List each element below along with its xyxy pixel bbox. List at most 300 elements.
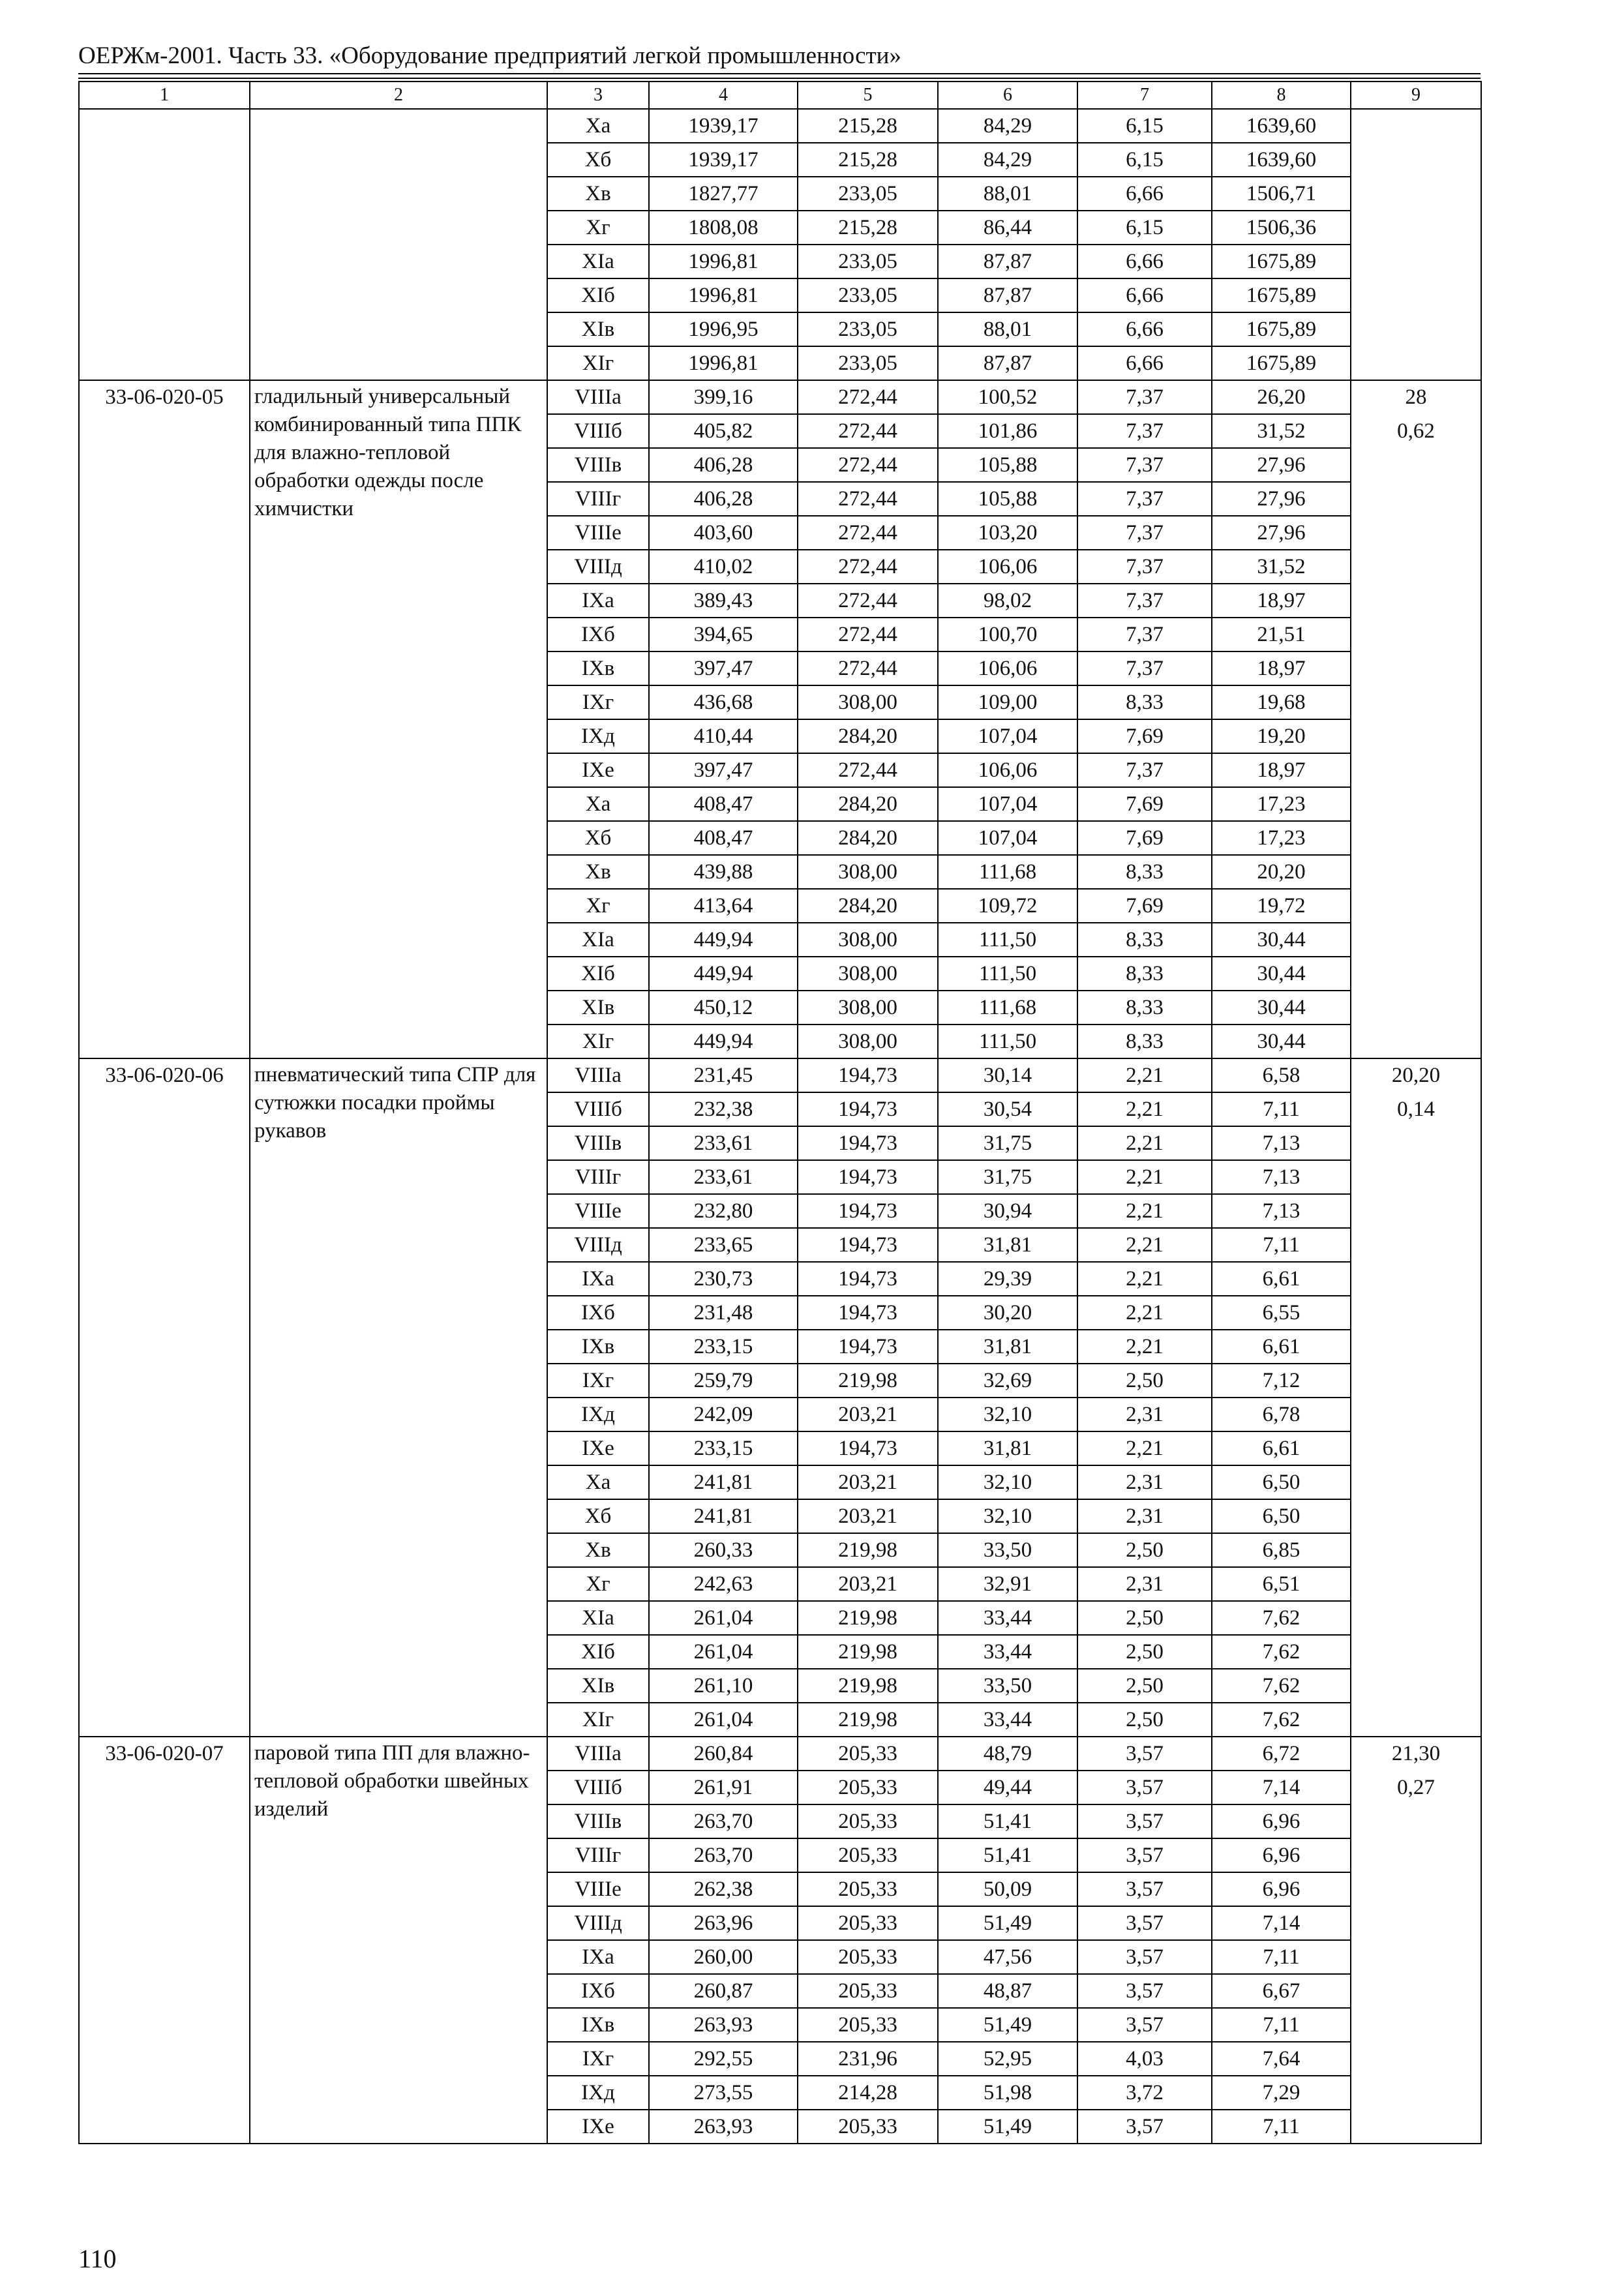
total-cost: 262,38 [649, 1872, 798, 1906]
machine-cost: 51,41 [938, 1804, 1077, 1838]
wage-cost: 233,05 [798, 177, 938, 211]
machinist-wage: 6,66 [1077, 177, 1212, 211]
machine-cost: 30,94 [938, 1194, 1077, 1228]
resource-class: Xг [547, 211, 649, 245]
wage-cost: 205,33 [798, 1838, 938, 1872]
machine-cost: 32,10 [938, 1465, 1077, 1499]
total-cost: 450,12 [649, 991, 798, 1025]
machine-cost: 98,02 [938, 584, 1077, 618]
material-cost: 19,68 [1212, 685, 1351, 719]
machine-cost: 32,91 [938, 1567, 1077, 1601]
labor-hours [1351, 110, 1481, 143]
column-number: 6 [938, 82, 1077, 109]
machinist-wage: 7,69 [1077, 719, 1212, 753]
machine-cost: 33,44 [938, 1703, 1077, 1737]
machine-cost: 109,00 [938, 685, 1077, 719]
machine-cost: 109,72 [938, 889, 1077, 923]
wage-cost: 308,00 [798, 923, 938, 957]
resource-class: Xб [547, 821, 649, 855]
total-cost: 261,91 [649, 1771, 798, 1804]
material-cost: 1639,60 [1212, 143, 1351, 177]
wage-cost: 205,33 [798, 1974, 938, 2008]
machine-cost: 31,81 [938, 1330, 1077, 1364]
resource-class: VIIIб [547, 1092, 649, 1126]
wage-cost: 272,44 [798, 584, 938, 618]
total-cost: 233,15 [649, 1330, 798, 1364]
material-cost: 1506,71 [1212, 177, 1351, 211]
wage-cost: 219,98 [798, 1364, 938, 1398]
machinist-wage: 2,21 [1077, 1228, 1212, 1262]
material-cost: 19,20 [1212, 719, 1351, 753]
wage-cost: 284,20 [798, 787, 938, 821]
material-cost: 17,23 [1212, 821, 1351, 855]
total-cost: 394,65 [649, 618, 798, 651]
wage-cost: 205,33 [798, 1872, 938, 1906]
labor-and-mass-cell [1351, 380, 1481, 1058]
rates-table [78, 81, 1482, 2144]
machine-cost: 31,81 [938, 1431, 1077, 1465]
material-cost: 6,61 [1212, 1431, 1351, 1465]
machine-cost: 100,52 [938, 380, 1077, 414]
machine-cost: 111,50 [938, 923, 1077, 957]
material-cost: 6,51 [1212, 1567, 1351, 1601]
resource-class: XIв [547, 1669, 649, 1703]
wage-cost: 194,73 [798, 1228, 938, 1262]
machine-cost: 51,49 [938, 2008, 1077, 2042]
material-cost: 7,11 [1212, 1940, 1351, 1974]
machine-cost: 107,04 [938, 821, 1077, 855]
material-cost: 1675,89 [1212, 245, 1351, 278]
machinist-wage: 2,50 [1077, 1533, 1212, 1567]
total-cost: 449,94 [649, 1025, 798, 1058]
resource-class: Xг [547, 1567, 649, 1601]
wage-cost: 219,98 [798, 1533, 938, 1567]
machinist-wage: 7,37 [1077, 448, 1212, 482]
resource-class: IXa [547, 1262, 649, 1296]
total-cost: 233,61 [649, 1160, 798, 1194]
wage-cost: 215,28 [798, 109, 938, 143]
wage-cost: 219,98 [798, 1601, 938, 1635]
total-cost: 233,65 [649, 1228, 798, 1262]
rate-code: 33-06-020-05 [79, 380, 250, 1058]
wage-cost: 272,44 [798, 448, 938, 482]
material-cost: 6,61 [1212, 1330, 1351, 1364]
resource-class: IXд [547, 719, 649, 753]
material-cost: 7,11 [1212, 1092, 1351, 1126]
machine-cost: 33,44 [938, 1601, 1077, 1635]
wage-cost: 284,20 [798, 719, 938, 753]
machine-cost: 107,04 [938, 719, 1077, 753]
total-cost: 263,70 [649, 1838, 798, 1872]
machinist-wage: 3,57 [1077, 2008, 1212, 2042]
material-cost: 26,20 [1212, 380, 1351, 414]
total-cost: 263,93 [649, 2110, 798, 2144]
machine-cost: 111,68 [938, 855, 1077, 889]
machine-cost: 49,44 [938, 1771, 1077, 1804]
wage-cost: 219,98 [798, 1703, 938, 1737]
wage-cost: 272,44 [798, 618, 938, 651]
equipment-mass [1351, 143, 1481, 177]
machinist-wage: 8,33 [1077, 685, 1212, 719]
resource-class: IXe [547, 753, 649, 787]
machine-cost: 106,06 [938, 550, 1077, 584]
resource-class: VIIIв [547, 1804, 649, 1838]
total-cost: 1996,95 [649, 312, 798, 346]
material-cost: 1675,89 [1212, 278, 1351, 312]
machine-cost: 87,87 [938, 278, 1077, 312]
equipment-mass: 0,14 [1397, 1098, 1435, 1121]
equipment-name: паровой типа ПП для влажно-тепловой обработки швейных изделий [250, 1737, 547, 2144]
machine-cost: 111,50 [938, 957, 1077, 991]
material-cost: 7,62 [1212, 1703, 1351, 1737]
wage-cost: 272,44 [798, 550, 938, 584]
resource-class: XIв [547, 991, 649, 1025]
wage-cost: 215,28 [798, 143, 938, 177]
total-cost: 1996,81 [649, 278, 798, 312]
resource-class: IXв [547, 2008, 649, 2042]
machinist-wage: 7,69 [1077, 787, 1212, 821]
total-cost: 260,84 [649, 1737, 798, 1771]
machinist-wage: 2,21 [1077, 1194, 1212, 1228]
total-cost: 242,09 [649, 1398, 798, 1431]
total-cost: 439,88 [649, 855, 798, 889]
machinist-wage: 2,50 [1077, 1703, 1212, 1737]
material-cost: 6,61 [1212, 1262, 1351, 1296]
material-cost: 1675,89 [1212, 312, 1351, 346]
resource-class: XIв [547, 312, 649, 346]
wage-cost: 194,73 [798, 1160, 938, 1194]
machinist-wage: 7,37 [1077, 584, 1212, 618]
machinist-wage: 6,15 [1077, 211, 1212, 245]
resource-class: Xг [547, 889, 649, 923]
resource-class: VIIIд [547, 1228, 649, 1262]
machine-cost: 88,01 [938, 312, 1077, 346]
machine-cost: 30,20 [938, 1296, 1077, 1330]
total-cost: 405,82 [649, 414, 798, 448]
machine-cost: 86,44 [938, 211, 1077, 245]
total-cost: 413,64 [649, 889, 798, 923]
wage-cost: 205,33 [798, 2110, 938, 2144]
wage-cost: 233,05 [798, 312, 938, 346]
resource-class: IXв [547, 1330, 649, 1364]
wage-cost: 308,00 [798, 855, 938, 889]
machine-cost: 106,06 [938, 651, 1077, 685]
page-number: 110 [78, 2244, 117, 2273]
machinist-wage: 7,37 [1077, 550, 1212, 584]
material-cost: 18,97 [1212, 651, 1351, 685]
total-cost: 1996,81 [649, 245, 798, 278]
total-cost: 231,45 [649, 1058, 798, 1092]
machine-cost: 51,41 [938, 1838, 1077, 1872]
total-cost: 260,87 [649, 1974, 798, 2008]
machinist-wage: 6,66 [1077, 278, 1212, 312]
machinist-wage: 3,57 [1077, 1804, 1212, 1838]
resource-class: IXб [547, 1296, 649, 1330]
resource-class: IXд [547, 2076, 649, 2110]
rate-code: 33-06-020-06 [79, 1058, 250, 1737]
machinist-wage: 6,66 [1077, 346, 1212, 380]
machine-cost: 31,75 [938, 1160, 1077, 1194]
column-number: 3 [547, 82, 649, 109]
material-cost: 1506,36 [1212, 211, 1351, 245]
machine-cost: 51,49 [938, 2110, 1077, 2144]
column-number: 8 [1212, 82, 1351, 109]
resource-class: VIIIг [547, 1838, 649, 1872]
equipment-name: пневматический типа СПР для сутюжки посадки проймы рукавов [250, 1058, 547, 1737]
wage-cost: 194,73 [798, 1092, 938, 1126]
labor-hours: 20,20 [1391, 1064, 1441, 1087]
resource-class: Xв [547, 855, 649, 889]
wage-cost: 215,28 [798, 211, 938, 245]
resource-class: IXe [547, 2110, 649, 2144]
total-cost: 406,28 [649, 448, 798, 482]
machinist-wage: 2,21 [1077, 1160, 1212, 1194]
wage-cost: 272,44 [798, 482, 938, 516]
machinist-wage: 8,33 [1077, 991, 1212, 1025]
column-number: 9 [1351, 82, 1481, 109]
machinist-wage: 6,66 [1077, 312, 1212, 346]
machinist-wage: 7,37 [1077, 380, 1212, 414]
material-cost: 6,85 [1212, 1533, 1351, 1567]
wage-cost: 194,73 [798, 1262, 938, 1296]
wage-cost: 203,21 [798, 1567, 938, 1601]
material-cost: 1639,60 [1212, 109, 1351, 143]
machinist-wage: 6,15 [1077, 109, 1212, 143]
wage-cost: 231,96 [798, 2042, 938, 2076]
machinist-wage: 2,21 [1077, 1262, 1212, 1296]
total-cost: 399,16 [649, 380, 798, 414]
total-cost: 408,47 [649, 787, 798, 821]
wage-cost: 203,21 [798, 1398, 938, 1431]
resource-class: VIIIд [547, 550, 649, 584]
machine-cost: 111,68 [938, 991, 1077, 1025]
total-cost: 410,02 [649, 550, 798, 584]
total-cost: 259,79 [649, 1364, 798, 1398]
material-cost: 7,62 [1212, 1669, 1351, 1703]
total-cost: 261,04 [649, 1703, 798, 1737]
wage-cost: 308,00 [798, 685, 938, 719]
total-cost: 449,94 [649, 957, 798, 991]
material-cost: 18,97 [1212, 753, 1351, 787]
total-cost: 273,55 [649, 2076, 798, 2110]
machine-cost: 48,87 [938, 1974, 1077, 2008]
material-cost: 19,72 [1212, 889, 1351, 923]
resource-class: IXa [547, 1940, 649, 1974]
material-cost: 21,51 [1212, 618, 1351, 651]
machinist-wage: 7,37 [1077, 753, 1212, 787]
resource-class: XIб [547, 278, 649, 312]
total-cost: 292,55 [649, 2042, 798, 2076]
column-number: 2 [250, 82, 547, 109]
material-cost: 7,14 [1212, 1906, 1351, 1940]
resource-class: Xв [547, 177, 649, 211]
header-rule-top [78, 73, 1481, 74]
total-cost: 436,68 [649, 685, 798, 719]
column-number: 1 [79, 82, 250, 109]
machine-cost: 47,56 [938, 1940, 1077, 1974]
machine-cost: 30,14 [938, 1058, 1077, 1092]
wage-cost: 272,44 [798, 380, 938, 414]
machinist-wage: 2,21 [1077, 1431, 1212, 1465]
header-rule-bottom [78, 78, 1481, 79]
resource-class: VIIIб [547, 1771, 649, 1804]
machinist-wage: 3,57 [1077, 1974, 1212, 2008]
machinist-wage: 2,50 [1077, 1635, 1212, 1669]
resource-class: XIб [547, 1635, 649, 1669]
machinist-wage: 7,37 [1077, 414, 1212, 448]
material-cost: 27,96 [1212, 516, 1351, 550]
wage-cost: 205,33 [798, 1804, 938, 1838]
resource-class: VIIIa [547, 1737, 649, 1771]
wage-cost: 308,00 [798, 1025, 938, 1058]
column-number-row [79, 82, 1481, 109]
material-cost: 7,11 [1212, 2008, 1351, 2042]
machine-cost: 33,44 [938, 1635, 1077, 1669]
material-cost: 20,20 [1212, 855, 1351, 889]
total-cost: 233,15 [649, 1431, 798, 1465]
resource-class: VIIIe [547, 1194, 649, 1228]
total-cost: 1808,08 [649, 211, 798, 245]
total-cost: 263,96 [649, 1906, 798, 1940]
material-cost: 6,50 [1212, 1465, 1351, 1499]
machinist-wage: 2,21 [1077, 1126, 1212, 1160]
total-cost: 230,73 [649, 1262, 798, 1296]
column-number: 4 [649, 82, 798, 109]
equipment-mass: 0,62 [1397, 419, 1435, 443]
table-row [79, 109, 1481, 143]
total-cost: 397,47 [649, 651, 798, 685]
machine-cost: 30,54 [938, 1092, 1077, 1126]
resource-class: IXд [547, 1398, 649, 1431]
resource-class: IXa [547, 584, 649, 618]
machinist-wage: 2,31 [1077, 1567, 1212, 1601]
total-cost: 241,81 [649, 1465, 798, 1499]
material-cost: 30,44 [1212, 923, 1351, 957]
resource-class: XIг [547, 346, 649, 380]
wage-cost: 205,33 [798, 1771, 938, 1804]
machinist-wage: 8,33 [1077, 855, 1212, 889]
resource-class: VIIIa [547, 1058, 649, 1092]
wage-cost: 233,05 [798, 278, 938, 312]
machine-cost: 103,20 [938, 516, 1077, 550]
material-cost: 6,55 [1212, 1296, 1351, 1330]
wage-cost: 203,21 [798, 1499, 938, 1533]
table-row [79, 1737, 1481, 1771]
machine-cost: 111,50 [938, 1025, 1077, 1058]
machine-cost: 105,88 [938, 482, 1077, 516]
column-number: 7 [1077, 82, 1212, 109]
machinist-wage: 2,50 [1077, 1601, 1212, 1635]
labor-and-mass-cell [1351, 1058, 1481, 1737]
machinist-wage: 6,66 [1077, 245, 1212, 278]
resource-class: XIa [547, 1601, 649, 1635]
total-cost: 242,63 [649, 1567, 798, 1601]
resource-class: XIa [547, 245, 649, 278]
total-cost: 261,04 [649, 1635, 798, 1669]
material-cost: 6,58 [1212, 1058, 1351, 1092]
material-cost: 30,44 [1212, 991, 1351, 1025]
material-cost: 6,78 [1212, 1398, 1351, 1431]
machinist-wage: 7,69 [1077, 889, 1212, 923]
machinist-wage: 3,57 [1077, 1906, 1212, 1940]
machine-cost: 32,10 [938, 1398, 1077, 1431]
resource-class: VIIIг [547, 482, 649, 516]
machine-cost: 48,79 [938, 1737, 1077, 1771]
total-cost: 408,47 [649, 821, 798, 855]
total-cost: 1939,17 [649, 143, 798, 177]
material-cost: 30,44 [1212, 1025, 1351, 1058]
material-cost: 31,52 [1212, 414, 1351, 448]
resource-class: VIIIд [547, 1906, 649, 1940]
material-cost: 7,29 [1212, 2076, 1351, 2110]
machinist-wage: 8,33 [1077, 923, 1212, 957]
material-cost: 6,96 [1212, 1838, 1351, 1872]
resource-class: IXe [547, 1431, 649, 1465]
resource-class: VIIIв [547, 448, 649, 482]
machinist-wage: 4,03 [1077, 2042, 1212, 2076]
material-cost: 27,96 [1212, 482, 1351, 516]
total-cost: 233,61 [649, 1126, 798, 1160]
resource-class: Xб [547, 1499, 649, 1533]
labor-hours: 21,30 [1391, 1742, 1441, 1765]
wage-cost: 272,44 [798, 414, 938, 448]
machine-cost: 88,01 [938, 177, 1077, 211]
material-cost: 30,44 [1212, 957, 1351, 991]
total-cost: 232,38 [649, 1092, 798, 1126]
material-cost: 6,50 [1212, 1499, 1351, 1533]
wage-cost: 194,73 [798, 1058, 938, 1092]
resource-class: VIIIг [547, 1160, 649, 1194]
wage-cost: 233,05 [798, 245, 938, 278]
machinist-wage: 3,57 [1077, 1838, 1212, 1872]
total-cost: 1827,77 [649, 177, 798, 211]
machinist-wage: 3,57 [1077, 1940, 1212, 1974]
total-cost: 389,43 [649, 584, 798, 618]
wage-cost: 233,05 [798, 346, 938, 380]
total-cost: 241,81 [649, 1499, 798, 1533]
labor-hours: 28 [1405, 385, 1427, 409]
machinist-wage: 2,31 [1077, 1398, 1212, 1431]
labor-and-mass-cell [1351, 1737, 1481, 2144]
machine-cost: 84,29 [938, 143, 1077, 177]
wage-cost: 205,33 [798, 1940, 938, 1974]
material-cost: 7,12 [1212, 1364, 1351, 1398]
resource-class: IXв [547, 651, 649, 685]
total-cost: 449,94 [649, 923, 798, 957]
machine-cost: 32,10 [938, 1499, 1077, 1533]
equipment-name [250, 109, 547, 380]
wage-cost: 308,00 [798, 991, 938, 1025]
machinist-wage: 7,37 [1077, 516, 1212, 550]
total-cost: 263,70 [649, 1804, 798, 1838]
machinist-wage: 8,33 [1077, 957, 1212, 991]
rate-code: 33-06-020-07 [79, 1737, 250, 2144]
machinist-wage: 6,15 [1077, 143, 1212, 177]
machine-cost: 87,87 [938, 245, 1077, 278]
machinist-wage: 3,57 [1077, 1771, 1212, 1804]
labor-and-mass-cell [1351, 109, 1481, 380]
material-cost: 6,96 [1212, 1872, 1351, 1906]
wage-cost: 308,00 [798, 957, 938, 991]
machinist-wage: 2,50 [1077, 1364, 1212, 1398]
wage-cost: 205,33 [798, 1906, 938, 1940]
equipment-name: гладильный универсальный комбинированный типа ППК для влажно-тепловой обработки одежды после химчистки [250, 380, 547, 1058]
resource-class: VIIIб [547, 414, 649, 448]
machinist-wage: 2,31 [1077, 1465, 1212, 1499]
machine-cost: 33,50 [938, 1533, 1077, 1567]
machine-cost: 31,81 [938, 1228, 1077, 1262]
material-cost: 7,62 [1212, 1601, 1351, 1635]
